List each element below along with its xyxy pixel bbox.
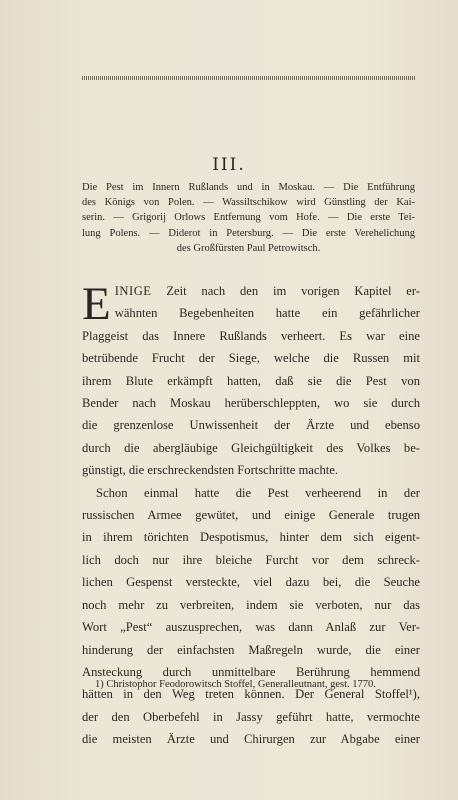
decorative-rule (82, 76, 415, 80)
body-line: wähnten Begebenheiten hatte ein gefährlicher (114, 306, 420, 321)
body-line: günstigt, die erschreckendsten Fortschritte machte. (82, 463, 338, 478)
body-line: Bender nach Moskau herüberschleppten, wo sie durch (82, 396, 420, 411)
body-line: betrübende Frucht der Siege, welche die Russen mit (82, 351, 420, 366)
body-line: der den Oberbefehl in Jassy geführt hatte, vermochte (82, 709, 420, 724)
body-first-line (82, 280, 420, 302)
body-line: hätten in den Weg treten können. Der General Stoffel¹), (82, 687, 420, 702)
summary-line: des Großfürsten Paul Petrowitsch. (176, 242, 321, 254)
chapter-number: III. (212, 155, 246, 175)
body-line: Plaggeist das Innere Rußlands verheert. Es war eine (82, 328, 420, 343)
body-line: noch mehr zu verbreiten, indem sie verboten, nur das (82, 597, 420, 612)
summary-line: Die Pest im Innern Rußlands und in Moskau. — Die Entführung (82, 182, 415, 193)
chapter-summary (82, 180, 415, 256)
body-line: Ansteckung durch unmittelbare Berührung hemmend (82, 664, 420, 679)
first-word-caps: INIGE (114, 284, 152, 298)
first-line-text: Zeit nach den im vorigen Kapitel er- (151, 284, 420, 298)
body-line: Schon einmal hatte die Pest verheerend in der (96, 485, 420, 500)
footnote: 1) Christophor Feodorowitsch Stoffel, Generalleutnant, gest. 1770. (95, 679, 376, 690)
body-line: ihrem Blute erkämpft hatten, daß sie die Pest von (82, 373, 420, 388)
body-line: lichen Gespenst versteckte, viel dazu bei, die Seuche (82, 575, 420, 590)
summary-line: serin. — Grigorij Orlows Entfernung vom Hofe. — Die erste Tei- (82, 212, 415, 224)
body-line: hinderung der einfachsten Maßregeln wurde, die einer (82, 642, 420, 657)
summary-line: lung Polens. — Diderot in Petersburg. — Die erste Verehelichung (82, 227, 415, 239)
drop-cap: E (82, 278, 111, 330)
body-line: in ihrem törichten Despotismus, hinter dem sich eigent- (82, 530, 420, 545)
body-line: die grenzenlose Unwissenheit der Ärzte und ebenso (82, 418, 420, 433)
body-line: durch die abergläubige Gleichgültigkeit des Volkes be- (82, 440, 420, 455)
body-line: lich doch nur ihre bleiche Furcht vor dem schreck- (82, 552, 420, 567)
summary-line: des Königs von Polen. — Wassiltschikow wird Günstling der Kai- (82, 197, 415, 209)
body-line: russischen Armee gewütet, und einige Generale trugen (82, 508, 420, 523)
body-line: die meisten Ärzte und Chirurgen zur Abgabe einer (82, 732, 420, 747)
body-line: Wort „Pest“ auszusprechen, was dann Anlaß zur Ver- (82, 620, 420, 635)
